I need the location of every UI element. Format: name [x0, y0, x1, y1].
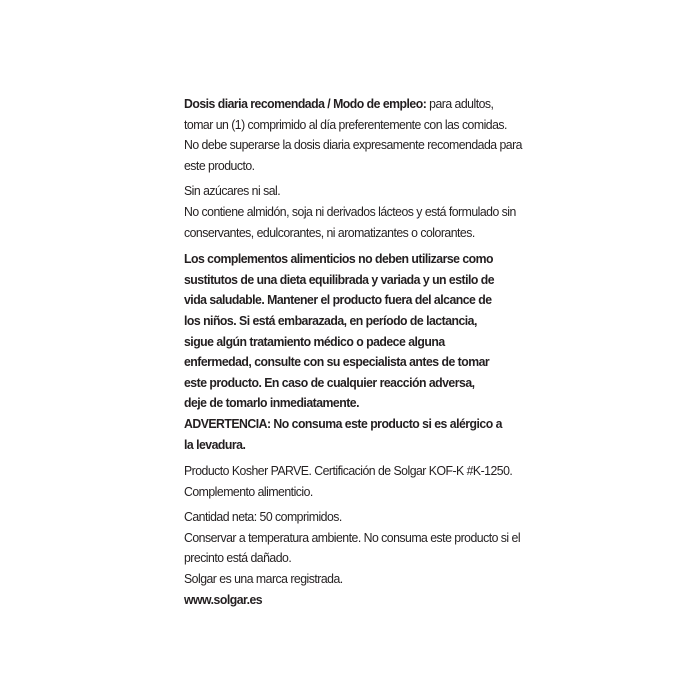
advertencia-line: ADVERTENCIA: No consuma este producto si es alérgico a [184, 415, 502, 431]
storage-line: precinto está dañado. [184, 550, 292, 566]
warning-line: deje de tomarlo inmediatamente. [184, 395, 359, 411]
warning-line: vida saludable. Mantener el producto fuera del alcance de [184, 292, 492, 308]
dosage-paragraph [184, 94, 522, 176]
quantity-text: Cantidad neta: 50 comprimidos. [184, 509, 342, 525]
kosher-line: Complemento alimenticio. [184, 483, 313, 499]
dosage-heading: Dosis diaria recomendada / Modo de empleo: [184, 96, 427, 111]
storage-line: Conservar a temperatura ambiente. No consuma este producto si el [184, 529, 521, 545]
dosage-line: tomar un (1) comprimido al día preferentemente con las comidas. [184, 116, 507, 132]
advertencia-paragraph [184, 414, 505, 455]
advertencia-line: la levadura. [184, 436, 246, 452]
trademark-text: Solgar es una marca registrada. [184, 571, 343, 587]
storage-paragraph [184, 528, 521, 569]
product-label-text [184, 94, 522, 610]
no-starch-line: conservantes, edulcorantes, ni aromatizantes o colorantes. [184, 224, 475, 240]
no-starch-line: No contiene almidón, soja ni derivados lácteos y está formulado sin [184, 203, 516, 219]
website-link[interactable]: www.solgar.es [184, 591, 263, 607]
no-starch-paragraph [184, 202, 516, 243]
dosage-line: este producto. [184, 157, 255, 173]
dosage-line: No debe superarse la dosis diaria expresamente recomendada para [184, 137, 522, 153]
kosher-paragraph [184, 461, 513, 502]
warning-line: los niños. Si está embarazada, en período de lactancia, [184, 312, 477, 328]
dosage-line: para adultos, [426, 96, 494, 111]
no-sugar-paragraph [184, 181, 505, 202]
warning-line: sigue algún tratamiento médico o padece alguna [184, 333, 445, 349]
website-paragraph [184, 590, 505, 611]
warning-line: sustitutos de una dieta equilibrada y variada y un estilo de [184, 271, 495, 287]
trademark-paragraph [184, 569, 505, 590]
kosher-line: Producto Kosher PARVE. Certificación de Solgar KOF-K #K-1250. [184, 463, 513, 479]
warning-line: Los complementos alimenticios no deben utilizarse como [184, 251, 494, 267]
quantity-paragraph [184, 507, 505, 528]
warning-line: enfermedad, consulte con su especialista antes de tomar [184, 354, 490, 370]
warning-line: este producto. En caso de cualquier reacción adversa, [184, 374, 475, 390]
warning-paragraph [184, 249, 505, 414]
no-sugar-text: Sin azúcares ni sal. [184, 183, 281, 199]
